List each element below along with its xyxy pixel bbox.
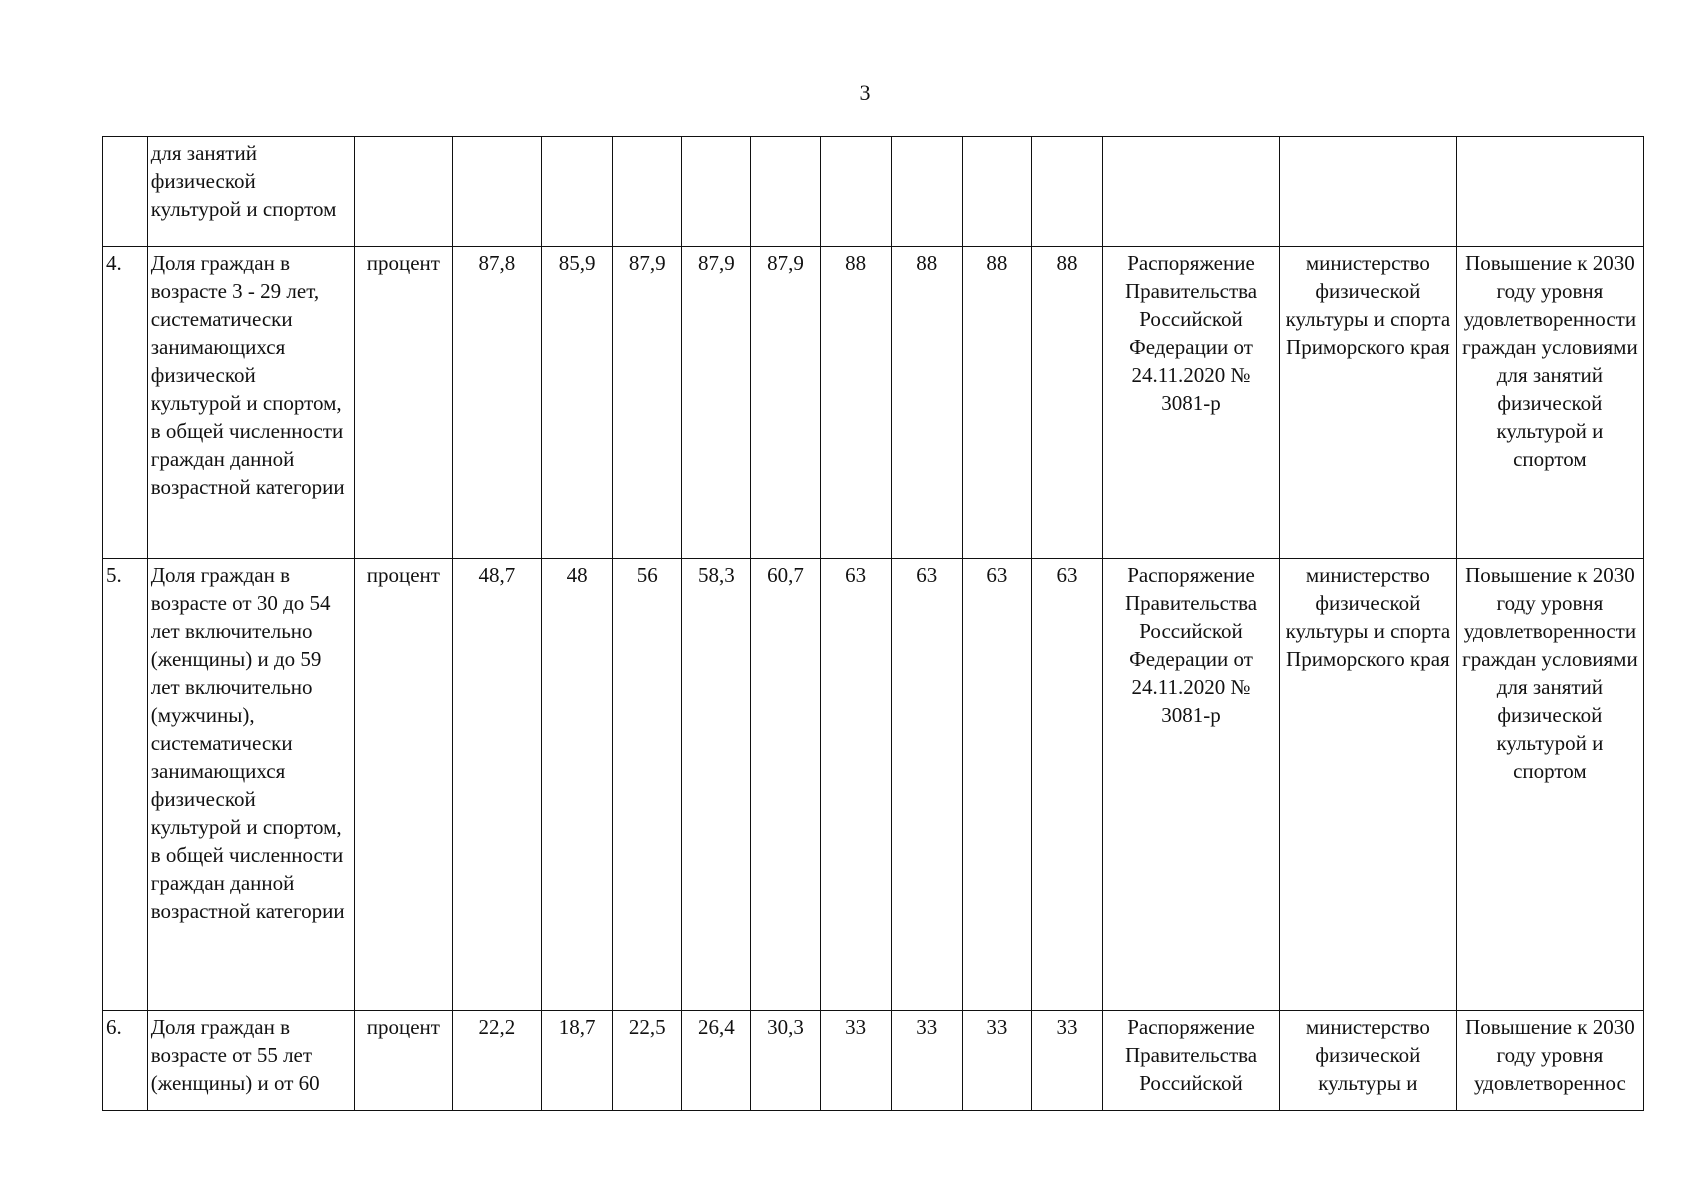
row-number: 5. <box>103 559 148 1011</box>
goal-cell <box>1456 137 1643 247</box>
table-row <box>103 247 1644 559</box>
value-cell: 87,9 <box>751 247 820 559</box>
table-row <box>103 559 1644 1011</box>
value-cell: 87,8 <box>452 247 541 559</box>
goal-cell: Повышение к 2030 году уровня удовлетвореннос <box>1456 1011 1643 1111</box>
responsible-cell: министерство физической культуры и спорта Приморского края <box>1279 559 1456 1011</box>
value-cell <box>613 137 682 247</box>
value-cell <box>751 137 820 247</box>
value-cell: 63 <box>962 559 1031 1011</box>
value-cell <box>682 137 751 247</box>
document-cell: Распоряжение Правительства Российской Федерации от 24.11.2020 № 3081-р <box>1103 559 1280 1011</box>
value-cell: 63 <box>820 559 891 1011</box>
value-cell: 33 <box>820 1011 891 1111</box>
value-cell: 60,7 <box>751 559 820 1011</box>
value-cell: 48 <box>542 559 613 1011</box>
unit-cell: процент <box>355 559 453 1011</box>
value-cell <box>962 137 1031 247</box>
value-cell: 48,7 <box>452 559 541 1011</box>
row-number <box>103 137 148 247</box>
goal-cell: Повышение к 2030 году уровня удовлетворенности граждан условиями для занятий физической культурой и спортом <box>1456 247 1643 559</box>
unit-cell: процент <box>355 247 453 559</box>
responsible-cell <box>1279 137 1456 247</box>
page-number: 3 <box>859 80 871 105</box>
value-cell: 18,7 <box>542 1011 613 1111</box>
unit-cell <box>355 137 453 247</box>
value-cell: 88 <box>891 247 962 559</box>
value-cell: 63 <box>1031 559 1102 1011</box>
row-number: 4. <box>103 247 148 559</box>
table-body <box>103 137 1644 1111</box>
value-cell: 22,2 <box>452 1011 541 1111</box>
value-cell: 88 <box>820 247 891 559</box>
value-cell: 87,9 <box>613 247 682 559</box>
value-cell <box>452 137 541 247</box>
value-cell <box>820 137 891 247</box>
value-cell: 33 <box>891 1011 962 1111</box>
value-cell: 33 <box>1031 1011 1102 1111</box>
indicator-name: Доля граждан в возрасте от 30 до 54 лет включительно (женщины) и до 59 лет включительно (мужчины), систематически занимающихся физической культурой и спортом, в общей численности граждан данной возрастной категории <box>147 559 354 1011</box>
value-cell: 88 <box>1031 247 1102 559</box>
value-cell: 88 <box>962 247 1031 559</box>
indicator-name: Доля граждан в возрасте 3 - 29 лет, систематически занимающихся физической культурой и спортом, в общей численности граждан данной возрастной категории <box>147 247 354 559</box>
responsible-cell: министерство физической культуры и спорта Приморского края <box>1279 247 1456 559</box>
unit-cell: процент <box>355 1011 453 1111</box>
value-cell: 85,9 <box>542 247 613 559</box>
value-cell <box>542 137 613 247</box>
goal-cell: Повышение к 2030 году уровня удовлетворенности граждан условиями для занятий физической культурой и спортом <box>1456 559 1643 1011</box>
value-cell <box>1031 137 1102 247</box>
value-cell: 63 <box>891 559 962 1011</box>
value-cell: 22,5 <box>613 1011 682 1111</box>
responsible-cell: министерство физической культуры и <box>1279 1011 1456 1111</box>
indicators-table <box>102 136 1644 1111</box>
table-row <box>103 137 1644 247</box>
value-cell <box>891 137 962 247</box>
value-cell: 33 <box>962 1011 1031 1111</box>
document-cell: Распоряжение Правительства Российской <box>1103 1011 1280 1111</box>
value-cell: 58,3 <box>682 559 751 1011</box>
value-cell: 30,3 <box>751 1011 820 1111</box>
value-cell: 26,4 <box>682 1011 751 1111</box>
document-cell: Распоряжение Правительства Российской Федерации от 24.11.2020 № 3081-р <box>1103 247 1280 559</box>
value-cell: 56 <box>613 559 682 1011</box>
value-cell: 87,9 <box>682 247 751 559</box>
row-number: 6. <box>103 1011 148 1111</box>
indicator-name: Доля граждан в возрасте от 55 лет (женщины) и от 60 <box>147 1011 354 1111</box>
indicator-name: для занятий физической культурой и спортом <box>147 137 354 247</box>
document-cell <box>1103 137 1280 247</box>
table-row <box>103 1011 1644 1111</box>
